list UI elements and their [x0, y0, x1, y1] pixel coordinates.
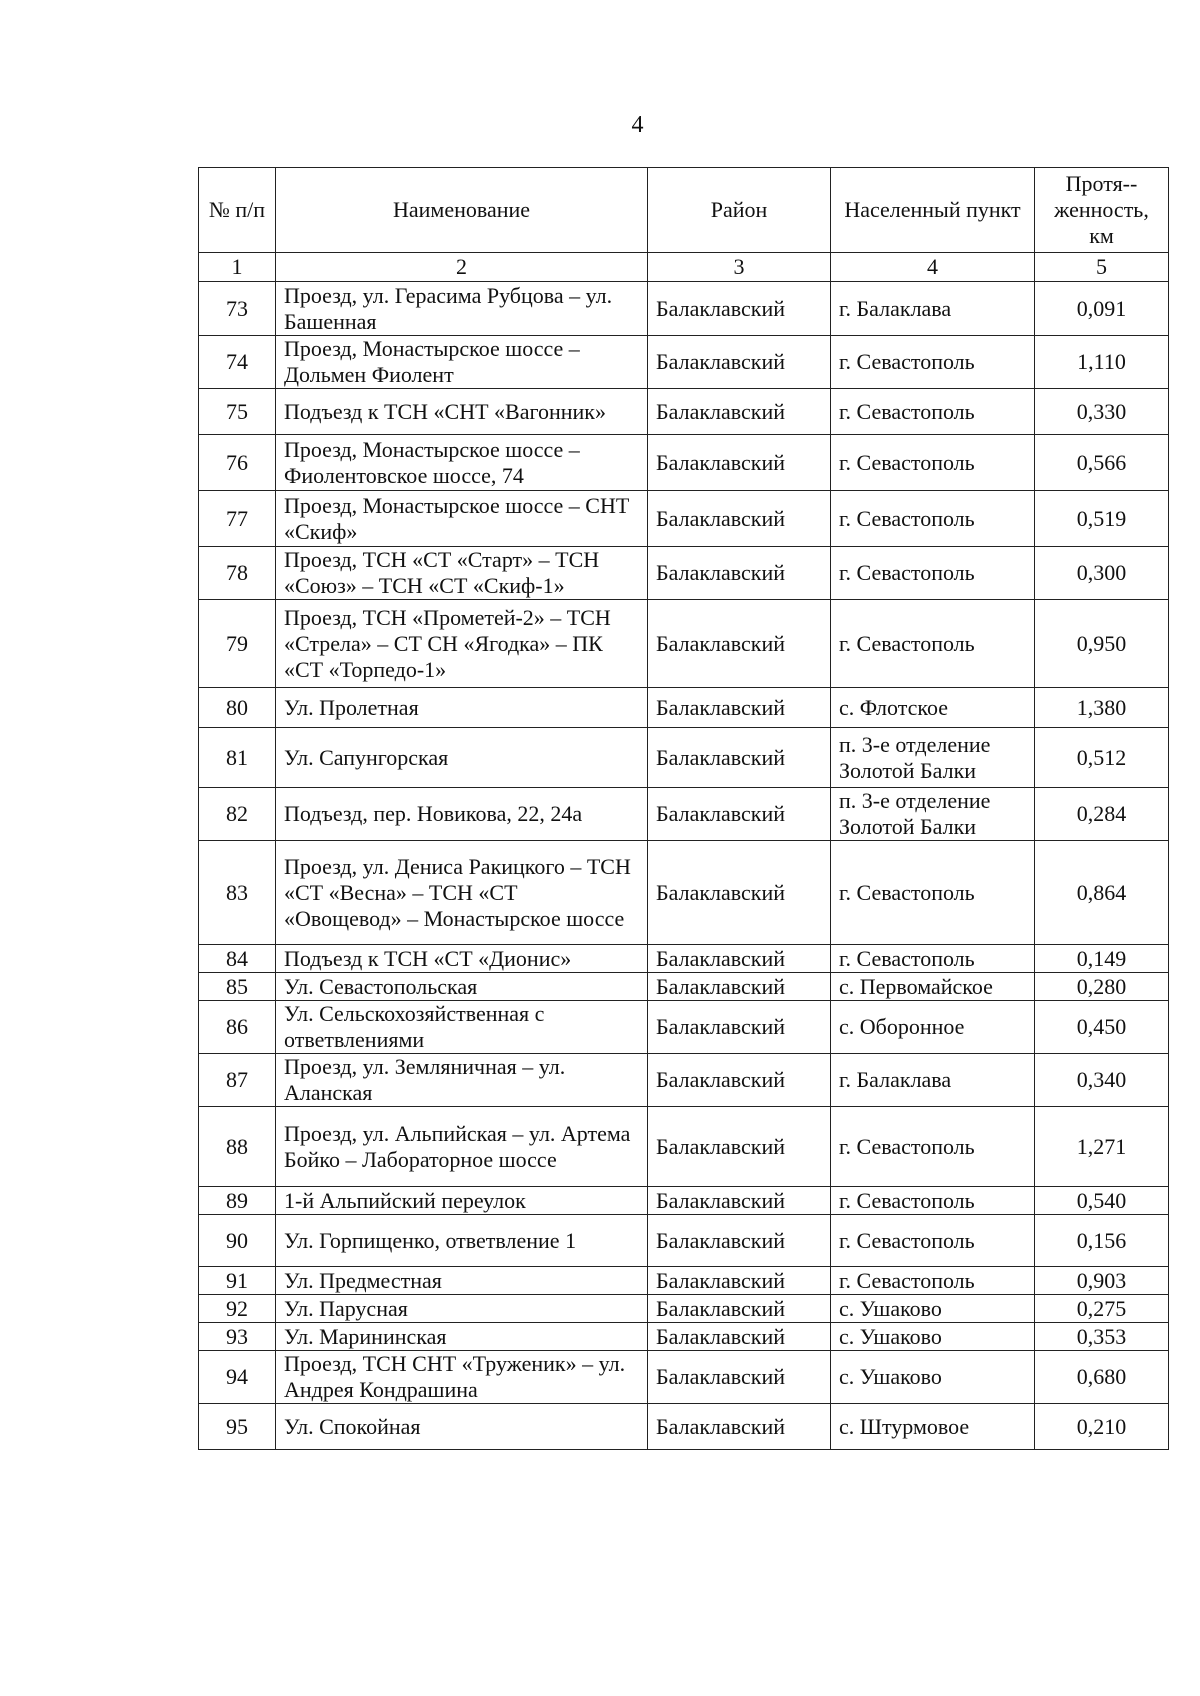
table-row	[199, 841, 1169, 945]
settlement: г. Севастополь	[831, 841, 1035, 945]
settlement: п. 3-е отделение Золотой Балки	[831, 788, 1035, 841]
district: Балаклавский	[648, 1215, 831, 1267]
district: Балаклавский	[648, 547, 831, 600]
road-length: 0,284	[1035, 788, 1169, 841]
table-row	[199, 1107, 1169, 1187]
settlement: с. Оборонное	[831, 1001, 1035, 1054]
row-number: 77	[199, 491, 276, 547]
row-number: 79	[199, 600, 276, 688]
row-number: 92	[199, 1295, 276, 1323]
row-number: 90	[199, 1215, 276, 1267]
district: Балаклавский	[648, 788, 831, 841]
district: Балаклавский	[648, 1295, 831, 1323]
road-name: Ул. Предместная	[276, 1267, 648, 1295]
settlement: с. Ушаково	[831, 1323, 1035, 1351]
row-number: 89	[199, 1187, 276, 1215]
road-name: Ул. Горпищенко, ответвление 1	[276, 1215, 648, 1267]
district: Балаклавский	[648, 945, 831, 973]
road-name: Ул. Марининская	[276, 1323, 648, 1351]
table-row	[199, 389, 1169, 435]
settlement: г. Севастополь	[831, 389, 1035, 435]
table-row	[199, 1001, 1169, 1054]
settlement: г. Балаклава	[831, 1054, 1035, 1107]
road-length: 0,280	[1035, 973, 1169, 1001]
road-name: Ул. Парусная	[276, 1295, 648, 1323]
row-number: 81	[199, 728, 276, 788]
settlement: г. Севастополь	[831, 1107, 1035, 1187]
header-length: Протя-женность, км	[1035, 168, 1169, 253]
road-length: 0,330	[1035, 389, 1169, 435]
road-name: Ул. Севастопольская	[276, 973, 648, 1001]
road-name: Проезд, ТСН «Прометей-2» – ТСН «Стрела» – СТ СН «Ягодка» – ПК «СТ «Торпедо-1»	[276, 600, 648, 688]
table-row	[199, 435, 1169, 491]
table-row	[199, 1323, 1169, 1351]
district: Балаклавский	[648, 389, 831, 435]
road-name: Ул. Спокойная	[276, 1404, 648, 1450]
district: Балаклавский	[648, 728, 831, 788]
road-name: Ул. Сельскохозяйственная с ответвлениями	[276, 1001, 648, 1054]
settlement: г. Севастополь	[831, 1215, 1035, 1267]
settlement: с. Первомайское	[831, 973, 1035, 1001]
header-district: Район	[648, 168, 831, 253]
road-length: 0,519	[1035, 491, 1169, 547]
settlement: г. Севастополь	[831, 945, 1035, 973]
row-number: 76	[199, 435, 276, 491]
district: Балаклавский	[648, 688, 831, 728]
road-name: Ул. Пролетная	[276, 688, 648, 728]
road-length: 1,271	[1035, 1107, 1169, 1187]
row-number: 93	[199, 1323, 276, 1351]
row-number: 78	[199, 547, 276, 600]
settlement: г. Севастополь	[831, 1267, 1035, 1295]
road-name: Подъезд к ТСН «СТ «Дионис»	[276, 945, 648, 973]
district: Балаклавский	[648, 1323, 831, 1351]
row-number: 84	[199, 945, 276, 973]
district: Балаклавский	[648, 1054, 831, 1107]
row-number: 95	[199, 1404, 276, 1450]
table-row	[199, 1267, 1169, 1295]
column-index: 1	[199, 253, 276, 282]
table-row	[199, 1187, 1169, 1215]
row-number: 82	[199, 788, 276, 841]
page-number: 4	[631, 112, 644, 138]
column-index-row	[199, 253, 1169, 282]
road-length: 1,380	[1035, 688, 1169, 728]
settlement: г. Севастополь	[831, 435, 1035, 491]
table-row	[199, 1404, 1169, 1450]
road-name: Проезд, Монастырское шоссе – Дольмен Фиолент	[276, 336, 648, 389]
district: Балаклавский	[648, 491, 831, 547]
road-name: Проезд, ТСН СНТ «Труженик» – ул. Андрея Кондрашина	[276, 1351, 648, 1404]
road-length: 0,903	[1035, 1267, 1169, 1295]
district: Балаклавский	[648, 1001, 831, 1054]
road-name: Проезд, ТСН «СТ «Старт» – ТСН «Союз» – ТСН «СТ «Скиф-1»	[276, 547, 648, 600]
road-name: Ул. Сапунгорская	[276, 728, 648, 788]
road-name: Подъезд к ТСН «СНТ «Вагонник»	[276, 389, 648, 435]
road-length: 0,149	[1035, 945, 1169, 973]
road-name: Проезд, ул. Герасима Рубцова – ул. Башенная	[276, 282, 648, 336]
settlement: с. Ушаково	[831, 1351, 1035, 1404]
row-number: 73	[199, 282, 276, 336]
table-row	[199, 1295, 1169, 1323]
table-row	[199, 282, 1169, 336]
table-row	[199, 945, 1169, 973]
row-number: 85	[199, 973, 276, 1001]
row-number: 87	[199, 1054, 276, 1107]
road-name: 1-й Альпийский переулок	[276, 1187, 648, 1215]
road-length: 1,110	[1035, 336, 1169, 389]
table-header-row	[199, 168, 1169, 253]
settlement: г. Севастополь	[831, 336, 1035, 389]
road-length: 0,512	[1035, 728, 1169, 788]
district: Балаклавский	[648, 282, 831, 336]
road-length: 0,864	[1035, 841, 1169, 945]
road-name: Проезд, ул. Дениса Ракицкого – ТСН «СТ «Весна» – ТСН «СТ «Овощевод» – Монастырское шоссе	[276, 841, 648, 945]
table-row	[199, 1351, 1169, 1404]
road-length: 0,680	[1035, 1351, 1169, 1404]
table-row	[199, 600, 1169, 688]
road-length: 0,340	[1035, 1054, 1169, 1107]
district: Балаклавский	[648, 841, 831, 945]
road-length: 0,540	[1035, 1187, 1169, 1215]
settlement: п. 3-е отделение Золотой Балки	[831, 728, 1035, 788]
row-number: 86	[199, 1001, 276, 1054]
district: Балаклавский	[648, 973, 831, 1001]
table-body	[199, 282, 1169, 1450]
road-length: 0,300	[1035, 547, 1169, 600]
column-index: 3	[648, 253, 831, 282]
road-name: Подъезд, пер. Новикова, 22, 24а	[276, 788, 648, 841]
road-name: Проезд, Монастырское шоссе – СНТ «Скиф»	[276, 491, 648, 547]
settlement: г. Севастополь	[831, 491, 1035, 547]
settlement: с. Флотское	[831, 688, 1035, 728]
road-length: 0,566	[1035, 435, 1169, 491]
road-name: Проезд, ул. Земляничная – ул. Аланская	[276, 1054, 648, 1107]
table-row	[199, 1054, 1169, 1107]
district: Балаклавский	[648, 1187, 831, 1215]
road-name: Проезд, Монастырское шоссе – Фиолентовское шоссе, 74	[276, 435, 648, 491]
header-num: № п/п	[199, 168, 276, 253]
settlement: г. Севастополь	[831, 600, 1035, 688]
road-length: 0,210	[1035, 1404, 1169, 1450]
column-index: 2	[276, 253, 648, 282]
table-row	[199, 1215, 1169, 1267]
row-number: 80	[199, 688, 276, 728]
district: Балаклавский	[648, 1351, 831, 1404]
column-index: 4	[831, 253, 1035, 282]
row-number: 74	[199, 336, 276, 389]
road-length: 0,275	[1035, 1295, 1169, 1323]
table-row	[199, 547, 1169, 600]
row-number: 91	[199, 1267, 276, 1295]
row-number: 83	[199, 841, 276, 945]
table-row	[199, 788, 1169, 841]
table-row	[199, 491, 1169, 547]
header-place: Населенный пункт	[831, 168, 1035, 253]
road-name: Проезд, ул. Альпийская – ул. Артема Бойко – Лабораторное шоссе	[276, 1107, 648, 1187]
roads-table	[198, 167, 1169, 1450]
row-number: 94	[199, 1351, 276, 1404]
district: Балаклавский	[648, 600, 831, 688]
row-number: 88	[199, 1107, 276, 1187]
table-row	[199, 336, 1169, 389]
settlement: с. Ушаково	[831, 1295, 1035, 1323]
column-index: 5	[1035, 253, 1169, 282]
district: Балаклавский	[648, 336, 831, 389]
district: Балаклавский	[648, 1267, 831, 1295]
table-row	[199, 688, 1169, 728]
row-number: 75	[199, 389, 276, 435]
road-length: 0,156	[1035, 1215, 1169, 1267]
road-length: 0,950	[1035, 600, 1169, 688]
settlement: г. Балаклава	[831, 282, 1035, 336]
district: Балаклавский	[648, 1404, 831, 1450]
settlement: г. Севастополь	[831, 1187, 1035, 1215]
table-row	[199, 728, 1169, 788]
road-length: 0,450	[1035, 1001, 1169, 1054]
district: Балаклавский	[648, 1107, 831, 1187]
header-name: Наименование	[276, 168, 648, 253]
settlement: с. Штурмовое	[831, 1404, 1035, 1450]
table-row	[199, 973, 1169, 1001]
district: Балаклавский	[648, 435, 831, 491]
road-length: 0,091	[1035, 282, 1169, 336]
road-length: 0,353	[1035, 1323, 1169, 1351]
settlement: г. Севастополь	[831, 547, 1035, 600]
